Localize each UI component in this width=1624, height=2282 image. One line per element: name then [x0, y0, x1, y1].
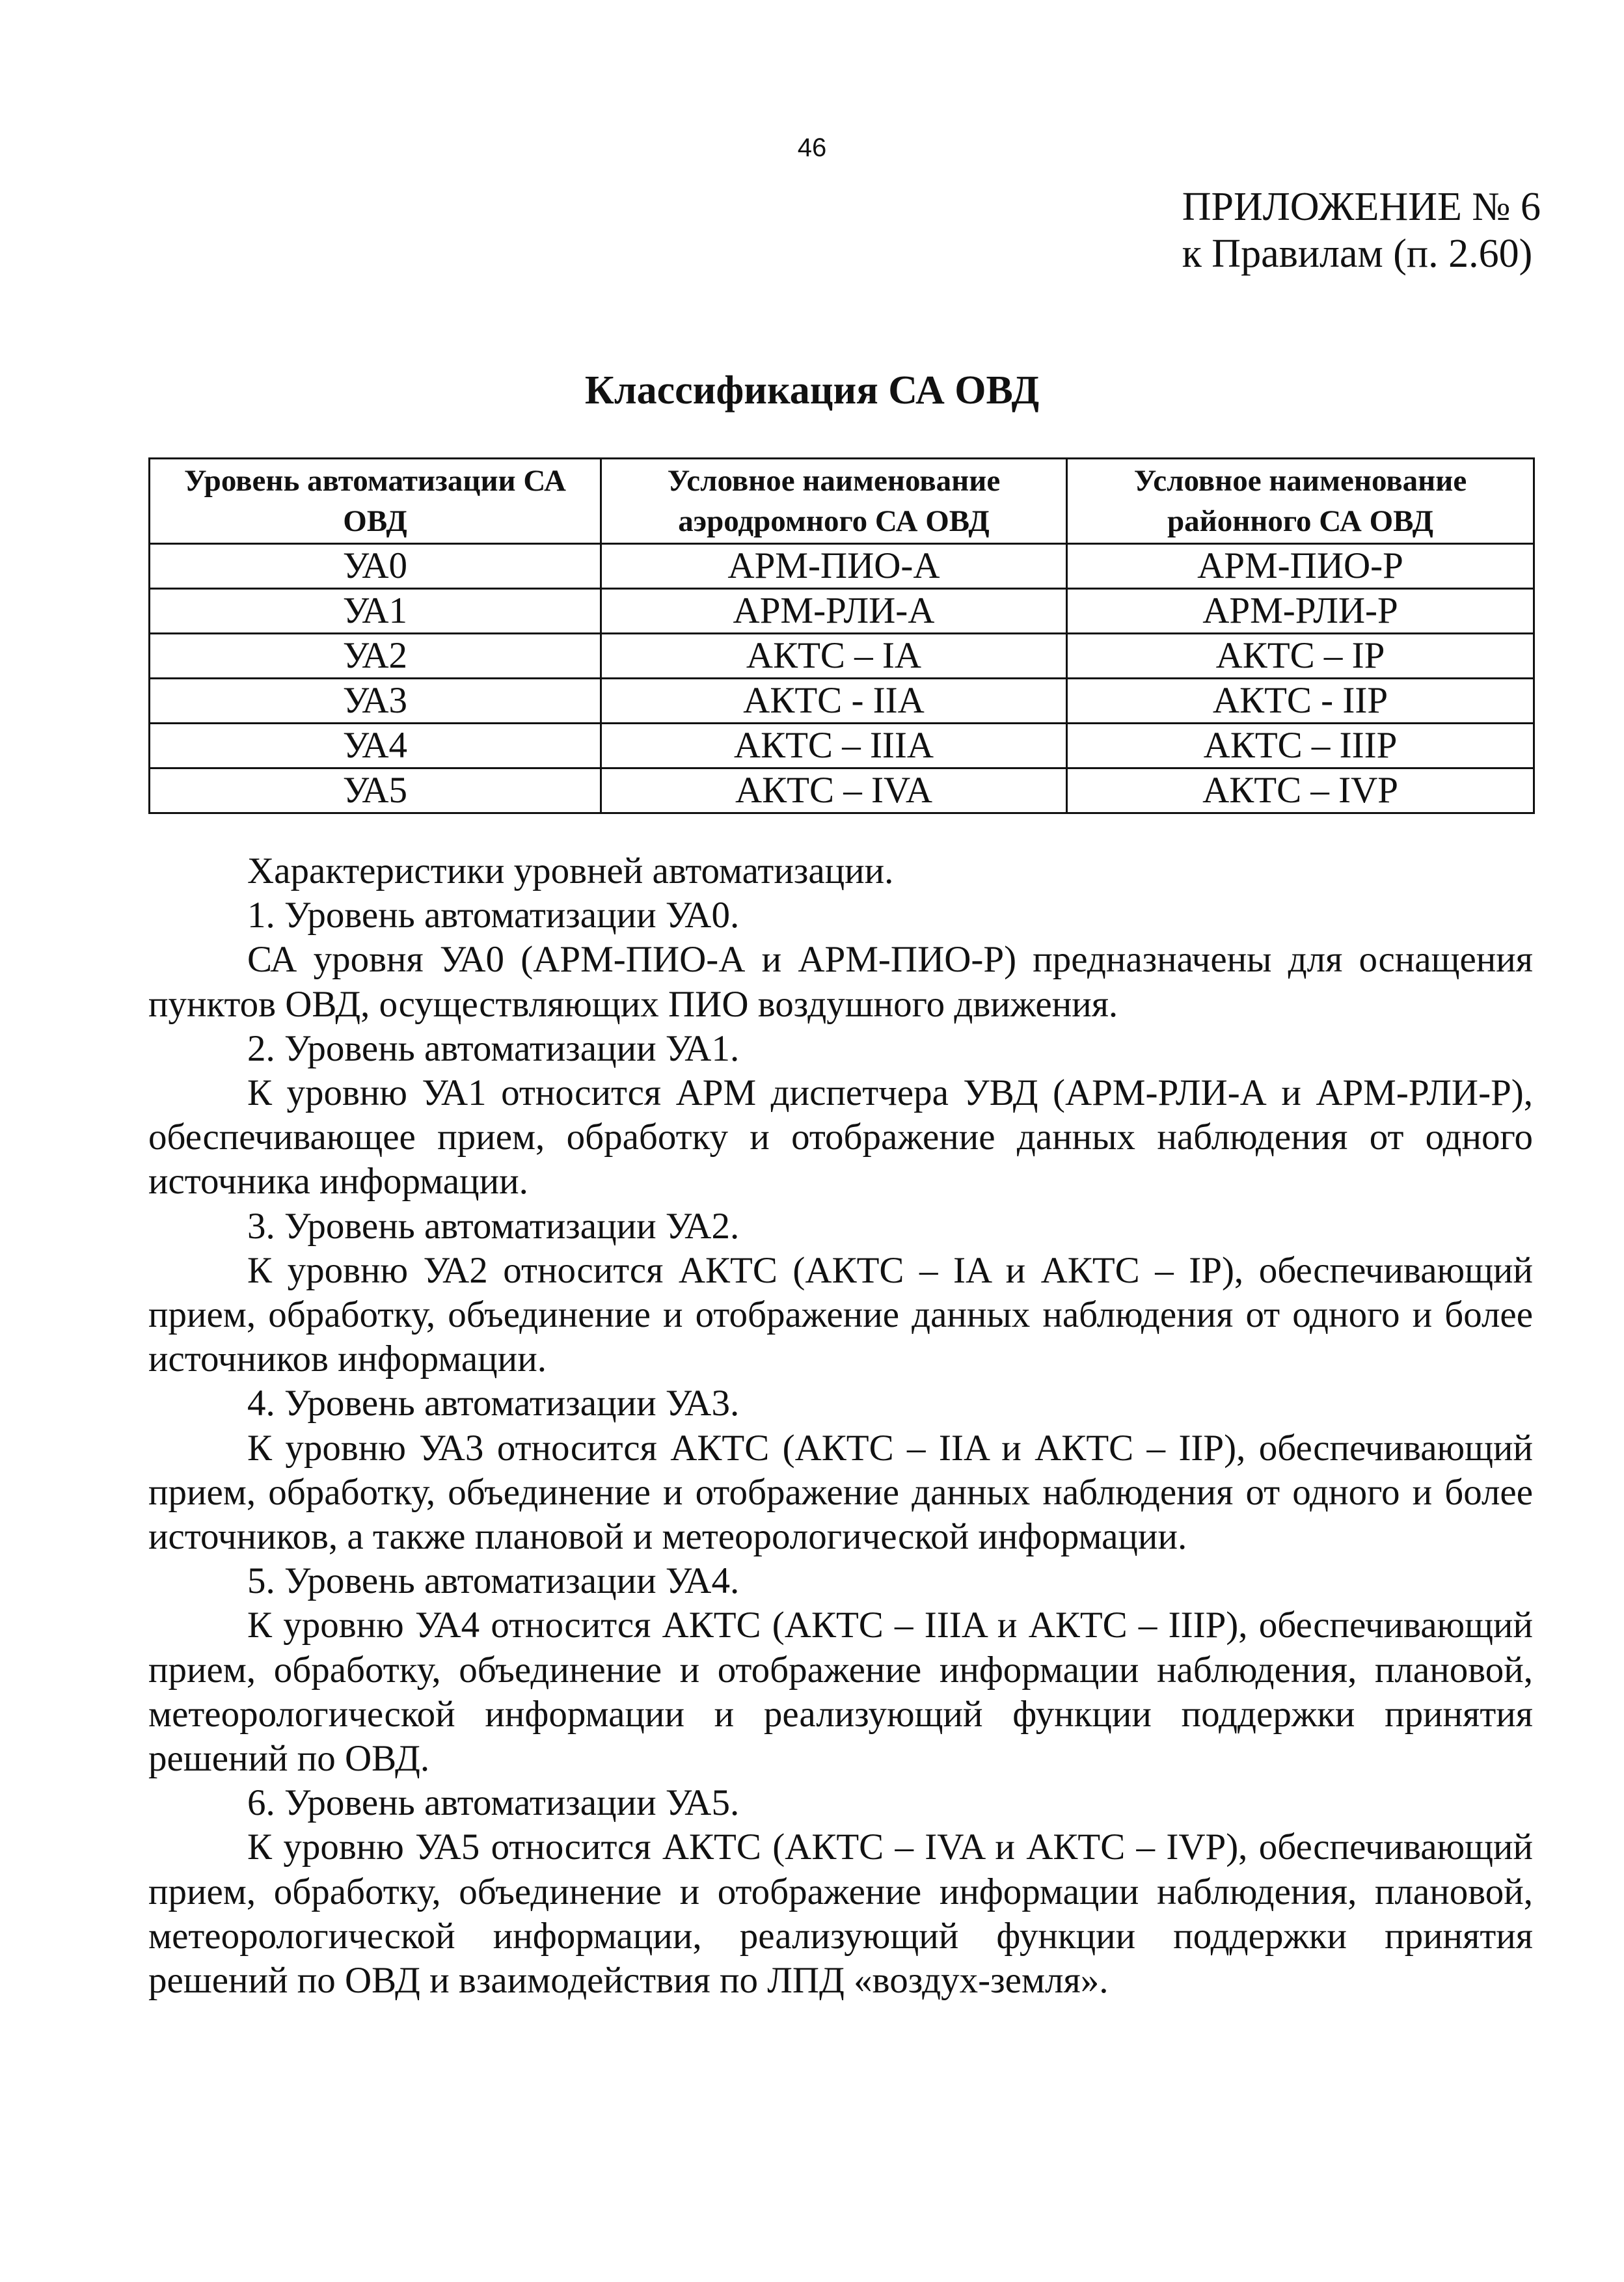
section-heading: Характеристики уровней автоматизации.: [247, 850, 894, 891]
table-header-row: [150, 459, 1534, 544]
header-aerodrome-name: Условное наименование аэродромного СА ОВД: [601, 459, 1067, 544]
level-description: К уровню УА3 относится АКТС (АКТС – IIA и АКТС – IIP), обеспечивающий прием, обработку, объединение и отображение данных наблюдения от одного и более источников, а также плановой и метеорологической информации.: [148, 1427, 1533, 1558]
table-cell: УА0: [150, 544, 601, 589]
table-cell: АРМ-РЛИ-Р: [1067, 589, 1534, 634]
table-cell: УА5: [150, 768, 601, 813]
header-district-name: Условное наименование районного СА ОВД: [1067, 459, 1534, 544]
table-cell: АРМ-ПИО-Р: [1067, 544, 1534, 589]
page-number: 46: [797, 133, 827, 162]
level-description: СА уровня УА0 (АРМ-ПИО-А и АРМ-ПИО-Р) предназначены для оснащения пунктов ОВД, осуществляющих ПИО воздушного движения.: [148, 939, 1533, 1025]
level-heading: 3. Уровень автоматизации УА2.: [247, 1205, 740, 1247]
table-cell: АКТС – IP: [1067, 634, 1534, 679]
table-cell: АКТС - IIA: [601, 679, 1067, 724]
level-description: К уровню УА2 относится АКТС (АКТС – IA и АКТС – IP), обеспечивающий прием, обработку, объединение и отображение данных наблюдения от одного и более источников информации.: [148, 1249, 1533, 1380]
level-heading: 5. Уровень автоматизации УА4.: [247, 1560, 740, 1602]
table-cell: АКТС – IIIP: [1067, 724, 1534, 768]
table-row: [150, 634, 1534, 679]
appendix-reference: к Правилам (п. 2.60): [1182, 232, 1533, 276]
table-cell: УА2: [150, 634, 601, 679]
table-cell: УА3: [150, 679, 601, 724]
level-description: К уровню УА4 относится АКТС (АКТС – IIIA и АКТС – IIIP), обеспечивающий прием, обработку, объединение и отображение информации наблюдения, плановой, метеорологической информации и реализующий функции поддержки принятия решений по ОВД.: [148, 1605, 1533, 1780]
table-row: [150, 724, 1534, 768]
table-cell: АРМ-ПИО-А: [601, 544, 1067, 589]
characteristics-section: [148, 849, 1533, 2003]
level-description: К уровню УА5 относится АКТС (АКТС – IVA и АКТС – IVP), обеспечивающий прием, обработку, объединение и отображение информации наблюдения, плановой, метеорологической информации, реализующий функции поддержки принятия решений по ОВД и взаимодействия по ЛПД «воздух-земля».: [148, 1827, 1533, 2002]
table-cell: АКТС – IVP: [1067, 768, 1534, 813]
table-row: [150, 544, 1534, 589]
table-cell: УА4: [150, 724, 601, 768]
appendix-number: ПРИЛОЖЕНИЕ № 6: [1182, 185, 1541, 229]
level-description: К уровню УА1 относится АРМ диспетчера УВД (АРМ-РЛИ-А и АРМ-РЛИ-Р), обеспечивающее прием, обработку и отображение данных наблюдения от одного источника информации.: [148, 1072, 1533, 1202]
table-row: [150, 679, 1534, 724]
header-automation-level: Уровень автоматизации СА ОВД: [150, 459, 601, 544]
document-title: Классификация СА ОВД: [584, 368, 1040, 413]
level-heading: 4. Уровень автоматизации УА3.: [247, 1383, 740, 1424]
appendix-header: [1182, 183, 1541, 277]
table-cell: АРМ-РЛИ-А: [601, 589, 1067, 634]
table-cell: УА1: [150, 589, 601, 634]
classification-table: [148, 457, 1535, 814]
table-cell: АКТС – IA: [601, 634, 1067, 679]
table-row: [150, 589, 1534, 634]
table-cell: АКТС - IIP: [1067, 679, 1534, 724]
table-row: [150, 768, 1534, 813]
table-cell: АКТС – IVA: [601, 768, 1067, 813]
level-heading: 1. Уровень автоматизации УА0.: [247, 895, 740, 936]
level-heading: 2. Уровень автоматизации УА1.: [247, 1027, 740, 1069]
level-heading: 6. Уровень автоматизации УА5.: [247, 1782, 740, 1824]
table-cell: АКТС – IIIA: [601, 724, 1067, 768]
